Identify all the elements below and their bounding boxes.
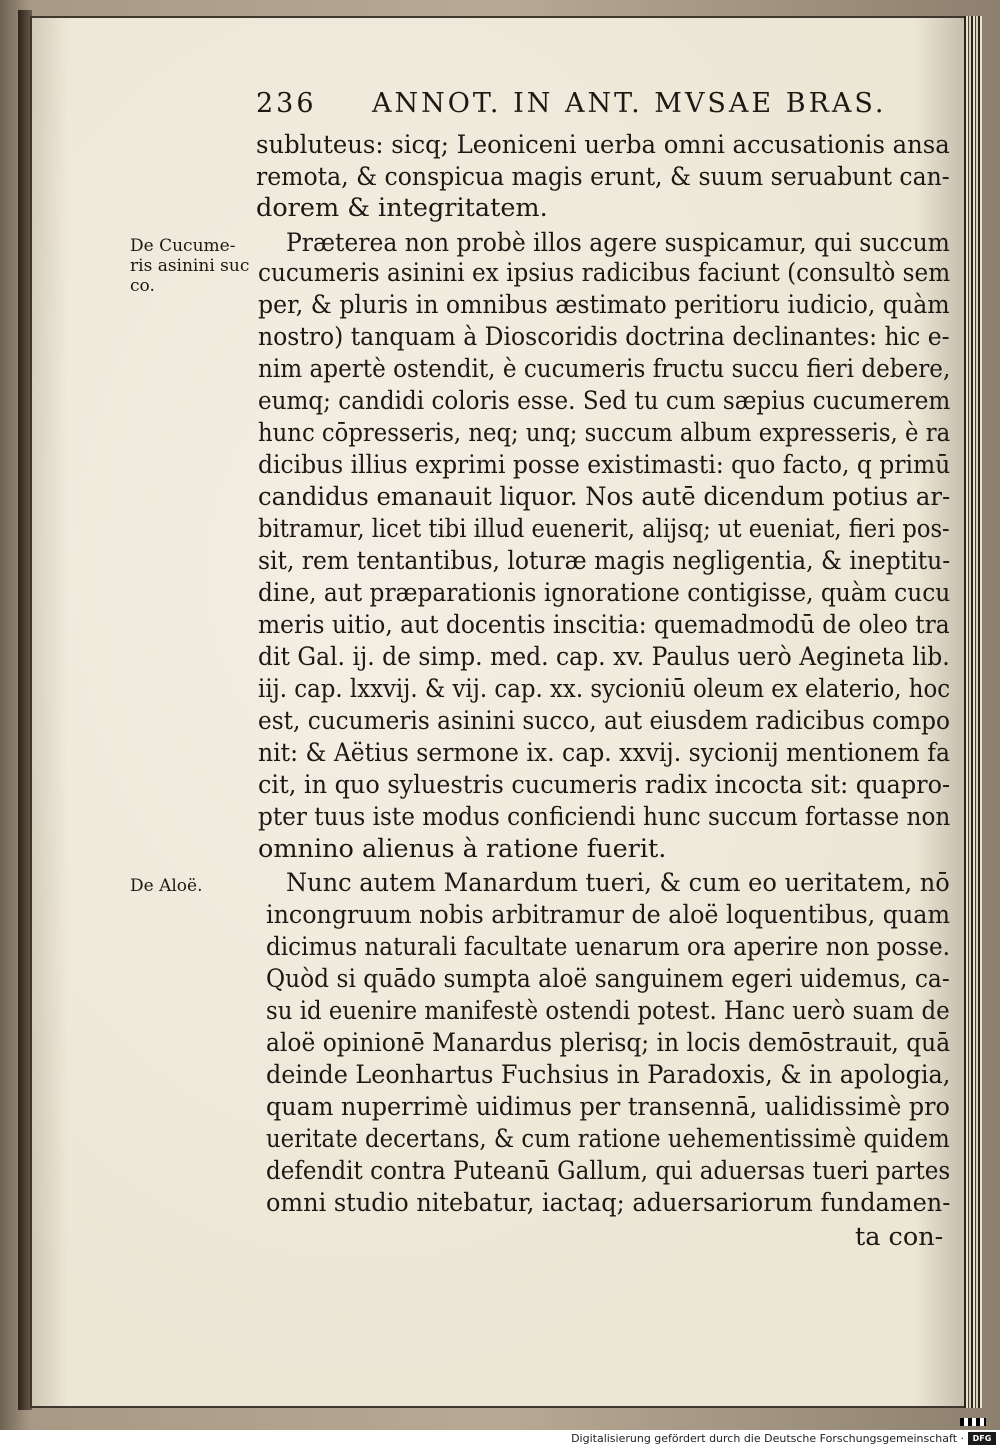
text-line: deinde Leonhartus Fuchsius in Paradoxis, & in apologia, xyxy=(266,1060,951,1090)
catchword: ta con- xyxy=(855,1222,944,1252)
text-line: candidus emanauit liquor. Nos autē dicendum potius ar- xyxy=(258,482,951,512)
book-binding-edge xyxy=(964,16,982,1408)
text-line: defendit contra Puteanū Gallum, qui aduersas tueri partes xyxy=(266,1156,951,1186)
page-header xyxy=(256,88,887,124)
text-line: nit: & Aëtius sermone ix. cap. xxvij. sycionij mentionem fa xyxy=(258,738,950,768)
text-line: iij. cap. lxxvij. & vij. cap. xx. sycioniū oleum ex elaterio, hoc xyxy=(258,674,951,704)
text-line: meris uitio, aut docentis inscitia: quemadmodū de oleo tra xyxy=(258,610,950,640)
text-line: ueritate decertans, & cum ratione uehementissimè quidem xyxy=(266,1124,950,1154)
text-line: dit Gal. ij. de simp. med. cap. xv. Paulus uerò Aegineta lib. xyxy=(258,642,950,672)
text-line: cucumeris asinini ex ipsius radicibus faciunt (consultò sem xyxy=(258,258,951,288)
text-line: Quòd si quādo sumpta aloë sanguinem egeri uidemus, ca- xyxy=(266,964,950,994)
text-line: remota, & conspicua magis erunt, & suum seruabunt can- xyxy=(256,162,950,192)
text-line: bitramur, licet tibi illud euenerit, alijsq; ut eueniat, fieri pos- xyxy=(258,514,950,544)
text-line: subluteus: sicq; Leoniceni uerba omni accusationis ansa xyxy=(256,130,950,160)
text-line: dorem & integritatem. xyxy=(256,193,548,223)
text-line: su id euenire manifestè ostendi potest. Hanc uerò suam de xyxy=(266,996,950,1026)
text-line: quam nuperrimè uidimus per transennā, ualidissimè pro xyxy=(266,1092,950,1122)
page-number: 236 xyxy=(256,88,317,119)
margin-note-cucumer-2: ris asinini suc xyxy=(130,256,250,276)
text-line: nostro) tanquam à Dioscoridis doctrina declinantes: hic e- xyxy=(258,322,950,352)
text-line: dicimus naturali facultate uenarum ora aperire non posse. xyxy=(266,932,951,962)
scan-color-ruler xyxy=(960,1418,986,1426)
text-line: est, cucumeris asinini succo, aut eiusdem radicibus compo xyxy=(258,706,950,736)
margin-note-cucumer-3: co. xyxy=(130,276,155,296)
text-line: aloë opinionē Manardus plerisq; in locis demōstrauit, quā xyxy=(266,1028,951,1058)
text-line: eumq; candidi coloris esse. Sed tu cum sæpius cucumerem xyxy=(258,386,951,416)
text-line: dine, aut præparationis ignoratione contigisse, quàm cucu xyxy=(258,578,951,608)
margin-note-cucumer-1: De Cucume- xyxy=(130,236,236,256)
text-line: omni studio nitebatur, iactaq; aduersariorum fundamen- xyxy=(266,1188,951,1218)
text-line: omnino alienus à ratione fuerit. xyxy=(258,834,667,864)
text-line: dicibus illius exprimi posse existimasti: quo facto, q primū xyxy=(258,450,951,480)
text-line: hunc cōpresseris, neq; unq; succum album expresseris, è ra xyxy=(258,418,951,448)
text-line: cit, in quo syluestris cucumeris radix incocta sit: quapro- xyxy=(258,770,951,800)
text-line: Nunc autem Manardum tueri, & cum eo ueritatem, nō xyxy=(286,868,950,898)
text-line: per, & pluris in omnibus æstimato peritioru iudicio, quàm xyxy=(258,290,950,320)
footer-credit: Digitalisierung gefördert durch die Deutsche Forschungsgemeinschaft · xyxy=(571,1432,964,1445)
text-line: Præterea non probè illos agere suspicamur, qui succum xyxy=(286,228,950,258)
text-line: nim apertè ostendit, è cucumeris fructu succu fieri debere, xyxy=(258,354,951,384)
dfg-logo: DFG xyxy=(968,1432,996,1445)
text-line: sit, rem tentantibus, loturæ magis negligentia, & ineptitu- xyxy=(258,546,951,576)
text-line: pter tuus iste modus conficiendi hunc succum fortasse non xyxy=(258,802,951,832)
running-title: ANNOT. IN ANT. MVSAE BRAS. xyxy=(372,88,887,119)
text-line: incongruum nobis arbitramur de aloë loquentibus, quam xyxy=(266,900,951,930)
margin-note-aloe: De Aloë. xyxy=(130,876,203,896)
